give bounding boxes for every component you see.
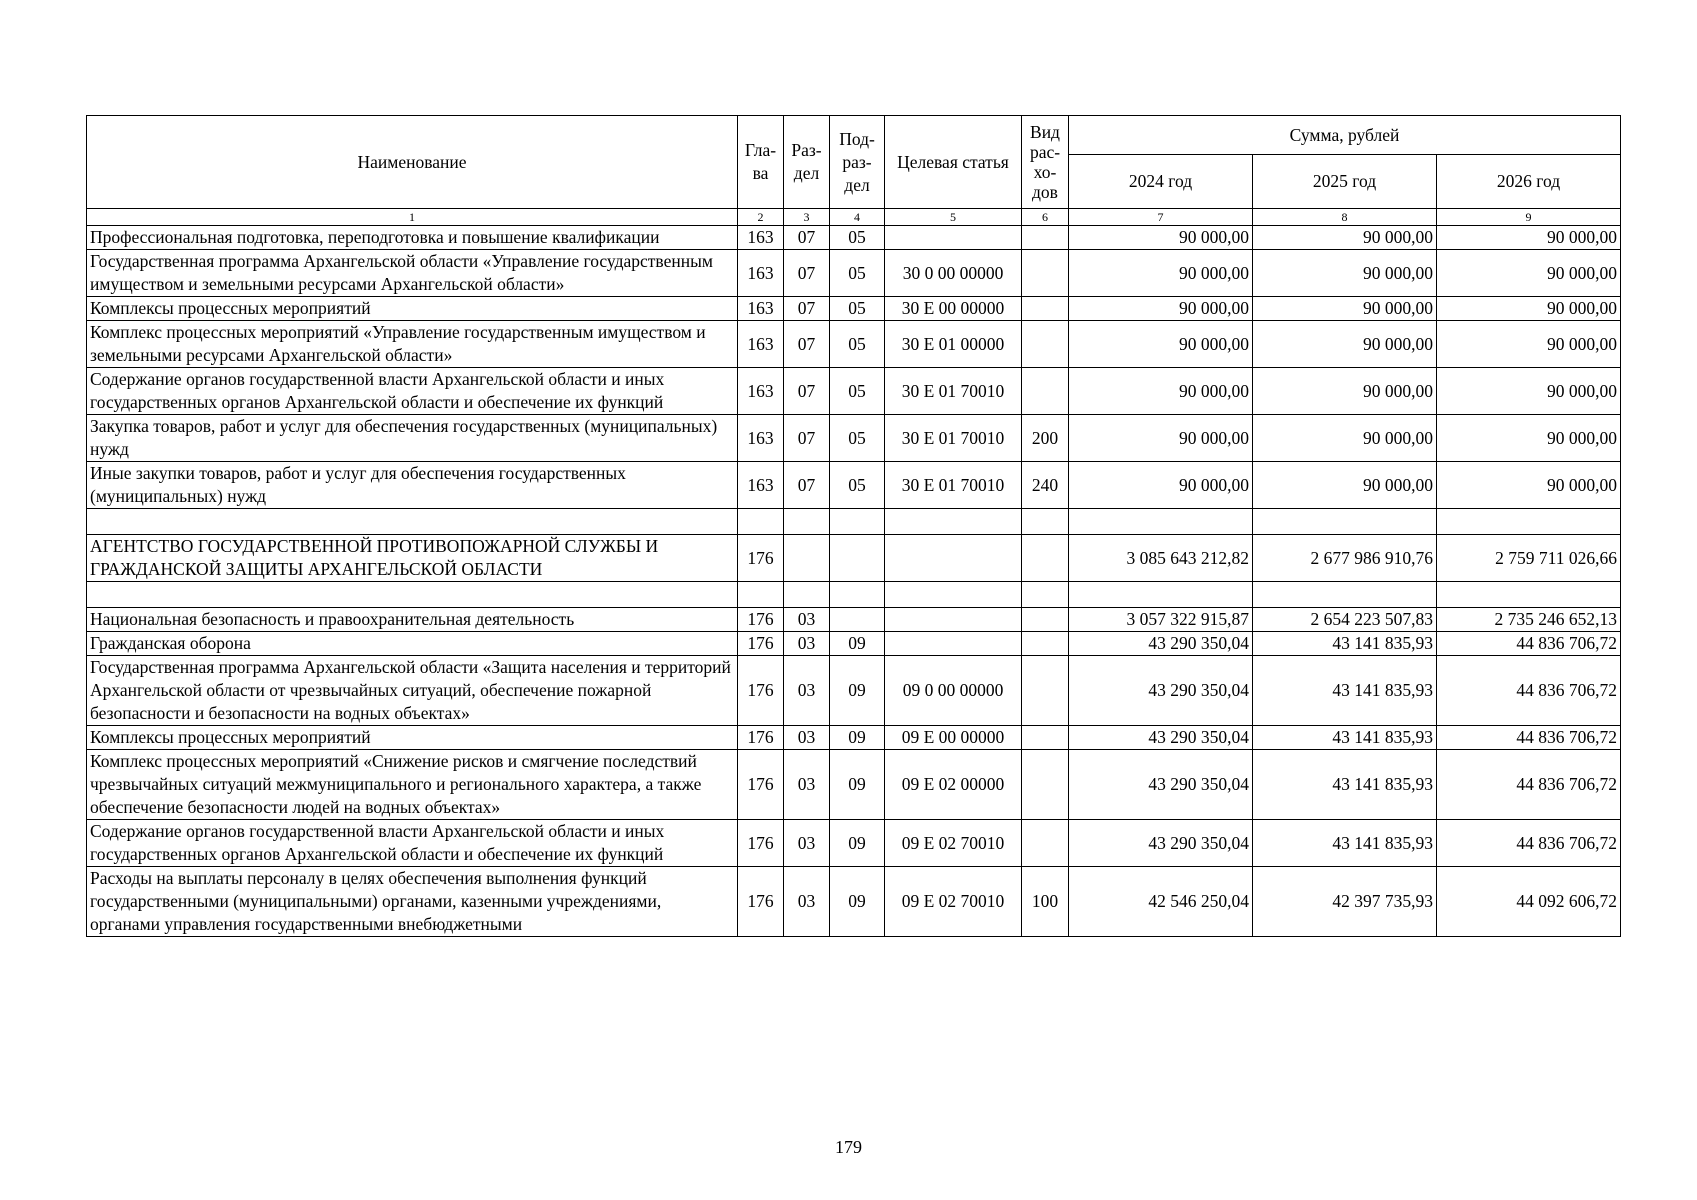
cell-podrazdel: 05 xyxy=(830,415,885,462)
cell-razdel: 07 xyxy=(784,250,830,297)
cell-name: Комплекс процессных мероприятий «Управление государственным имуществом и земельными ресурсами Архангельской области» xyxy=(87,321,738,368)
cell-podrazdel: 05 xyxy=(830,462,885,509)
cell-y2025: 90 000,00 xyxy=(1253,250,1437,297)
cell-cs: 30 Е 01 70010 xyxy=(885,415,1022,462)
table-row xyxy=(87,608,1621,632)
cell-y2026: 90 000,00 xyxy=(1437,321,1621,368)
cell-name: Содержание органов государственной власти Архангельской области и иных государственных органов Архангельской области и обеспечение их функций xyxy=(87,820,738,867)
cell-glava: 163 xyxy=(738,297,784,321)
cell-y2026 xyxy=(1437,509,1621,535)
cell-cs xyxy=(885,632,1022,656)
cell-cs: 09 Е 02 70010 xyxy=(885,820,1022,867)
cell-glava: 176 xyxy=(738,867,784,937)
cell-name: Комплексы процессных мероприятий xyxy=(87,297,738,321)
cell-y2026 xyxy=(1437,582,1621,608)
table-row xyxy=(87,250,1621,297)
cell-y2024: 3 085 643 212,82 xyxy=(1069,535,1253,582)
header-section: Раз-дел xyxy=(784,116,830,209)
cell-razdel xyxy=(784,509,830,535)
col-number: 7 xyxy=(1069,209,1253,226)
cell-name: Иные закупки товаров, работ и услуг для обеспечения государственных (муниципальных) нужд xyxy=(87,462,738,509)
col-number: 2 xyxy=(738,209,784,226)
cell-glava: 176 xyxy=(738,632,784,656)
cell-name: Закупка товаров, работ и услуг для обеспечения государственных (муниципальных) нужд xyxy=(87,415,738,462)
cell-vr: 240 xyxy=(1022,462,1069,509)
cell-vr xyxy=(1022,608,1069,632)
cell-y2025: 43 141 835,93 xyxy=(1253,726,1437,750)
table-row xyxy=(87,368,1621,415)
cell-razdel: 03 xyxy=(784,656,830,726)
cell-name: Государственная программа Архангельской области «Защита населения и территорий Архангельской области от чрезвычайных ситуаций, обеспечение пожарной безопасности и безопасности на водных объектах» xyxy=(87,656,738,726)
cell-y2026: 90 000,00 xyxy=(1437,297,1621,321)
table-row xyxy=(87,820,1621,867)
cell-y2025 xyxy=(1253,509,1437,535)
cell-vr xyxy=(1022,226,1069,250)
cell-podrazdel: 09 xyxy=(830,820,885,867)
cell-cs xyxy=(885,608,1022,632)
cell-y2026: 90 000,00 xyxy=(1437,368,1621,415)
cell-razdel: 07 xyxy=(784,321,830,368)
col-number: 1 xyxy=(87,209,738,226)
cell-y2024 xyxy=(1069,509,1253,535)
cell-vr xyxy=(1022,321,1069,368)
cell-glava: 176 xyxy=(738,535,784,582)
table-row xyxy=(87,415,1621,462)
cell-y2025: 90 000,00 xyxy=(1253,415,1437,462)
cell-name: Государственная программа Архангельской области «Управление государственным имуществом и земельными ресурсами Архангельской области» xyxy=(87,250,738,297)
cell-y2026: 90 000,00 xyxy=(1437,415,1621,462)
cell-vr xyxy=(1022,820,1069,867)
table-body xyxy=(87,226,1621,937)
cell-y2024: 90 000,00 xyxy=(1069,368,1253,415)
cell-podrazdel: 05 xyxy=(830,250,885,297)
cell-razdel: 03 xyxy=(784,820,830,867)
cell-y2025 xyxy=(1253,582,1437,608)
table-row xyxy=(87,726,1621,750)
cell-y2024: 90 000,00 xyxy=(1069,297,1253,321)
cell-y2024: 90 000,00 xyxy=(1069,415,1253,462)
cell-name: Гражданская оборона xyxy=(87,632,738,656)
table-row xyxy=(87,462,1621,509)
cell-podrazdel: 09 xyxy=(830,726,885,750)
cell-cs: 30 Е 00 00000 xyxy=(885,297,1022,321)
cell-cs xyxy=(885,226,1022,250)
cell-cs xyxy=(885,509,1022,535)
col-number: 4 xyxy=(830,209,885,226)
header-expense-type: Вид рас-хо-дов xyxy=(1022,116,1069,209)
cell-vr xyxy=(1022,656,1069,726)
cell-name: Комплекс процессных мероприятий «Снижение рисков и смягчение последствий чрезвычайных ситуаций межмуниципального и регионального характера, а также обеспечение безопасности людей на водных объектах» xyxy=(87,750,738,820)
cell-cs: 30 0 00 00000 xyxy=(885,250,1022,297)
cell-y2025: 43 141 835,93 xyxy=(1253,820,1437,867)
header-target-article: Целевая статья xyxy=(885,116,1022,209)
cell-name: Профессиональная подготовка, переподготовка и повышение квалификации xyxy=(87,226,738,250)
cell-y2025: 42 397 735,93 xyxy=(1253,867,1437,937)
col-number: 5 xyxy=(885,209,1022,226)
cell-cs: 09 Е 02 00000 xyxy=(885,750,1022,820)
cell-vr xyxy=(1022,582,1069,608)
cell-razdel: 03 xyxy=(784,750,830,820)
cell-name: Комплексы процессных мероприятий xyxy=(87,726,738,750)
col-number: 9 xyxy=(1437,209,1621,226)
cell-y2026: 44 836 706,72 xyxy=(1437,820,1621,867)
header-sum: Сумма, рублей xyxy=(1069,116,1621,155)
cell-y2026: 44 836 706,72 xyxy=(1437,726,1621,750)
cell-glava: 176 xyxy=(738,726,784,750)
cell-podrazdel xyxy=(830,535,885,582)
cell-razdel: 03 xyxy=(784,608,830,632)
cell-glava: 176 xyxy=(738,820,784,867)
cell-name: Национальная безопасность и правоохранительная деятельность xyxy=(87,608,738,632)
table-row xyxy=(87,226,1621,250)
cell-glava xyxy=(738,582,784,608)
col-number: 8 xyxy=(1253,209,1437,226)
cell-y2024: 90 000,00 xyxy=(1069,462,1253,509)
cell-y2026: 44 092 606,72 xyxy=(1437,867,1621,937)
cell-cs xyxy=(885,535,1022,582)
table-row xyxy=(87,297,1621,321)
cell-y2024 xyxy=(1069,582,1253,608)
table-row xyxy=(87,656,1621,726)
col-number: 6 xyxy=(1022,209,1069,226)
cell-cs: 30 Е 01 70010 xyxy=(885,462,1022,509)
table-row xyxy=(87,632,1621,656)
cell-vr xyxy=(1022,726,1069,750)
cell-y2024: 43 290 350,04 xyxy=(1069,820,1253,867)
header-chapter: Гла-ва xyxy=(738,116,784,209)
cell-name: АГЕНТСТВО ГОСУДАРСТВЕННОЙ ПРОТИВОПОЖАРНОЙ СЛУЖБЫ И ГРАЖДАНСКОЙ ЗАЩИТЫ АРХАНГЕЛЬСКОЙ ОБЛАСТИ xyxy=(87,535,738,582)
cell-glava: 176 xyxy=(738,608,784,632)
cell-cs: 30 Е 01 70010 xyxy=(885,368,1022,415)
cell-glava: 163 xyxy=(738,250,784,297)
cell-vr: 100 xyxy=(1022,867,1069,937)
cell-y2026: 2 735 246 652,13 xyxy=(1437,608,1621,632)
table-row xyxy=(87,321,1621,368)
cell-y2024: 42 546 250,04 xyxy=(1069,867,1253,937)
cell-name: Содержание органов государственной власти Архангельской области и иных государственных органов Архангельской области и обеспечение их функций xyxy=(87,368,738,415)
cell-y2025: 43 141 835,93 xyxy=(1253,750,1437,820)
cell-y2025: 90 000,00 xyxy=(1253,226,1437,250)
cell-vr xyxy=(1022,750,1069,820)
cell-y2024: 43 290 350,04 xyxy=(1069,726,1253,750)
cell-y2025: 90 000,00 xyxy=(1253,462,1437,509)
cell-podrazdel: 05 xyxy=(830,226,885,250)
cell-razdel: 03 xyxy=(784,726,830,750)
cell-vr xyxy=(1022,632,1069,656)
budget-table xyxy=(86,115,1621,937)
cell-y2024: 43 290 350,04 xyxy=(1069,656,1253,726)
cell-y2026: 44 836 706,72 xyxy=(1437,656,1621,726)
cell-cs: 09 Е 00 00000 xyxy=(885,726,1022,750)
cell-y2025: 43 141 835,93 xyxy=(1253,632,1437,656)
cell-podrazdel xyxy=(830,509,885,535)
cell-y2026: 90 000,00 xyxy=(1437,462,1621,509)
cell-razdel: 07 xyxy=(784,226,830,250)
cell-glava: 176 xyxy=(738,750,784,820)
header-year-2025: 2025 год xyxy=(1253,155,1437,209)
cell-razdel: 03 xyxy=(784,867,830,937)
cell-vr xyxy=(1022,535,1069,582)
cell-y2024: 3 057 322 915,87 xyxy=(1069,608,1253,632)
header-name: Наименование xyxy=(87,116,738,209)
cell-cs xyxy=(885,582,1022,608)
cell-vr xyxy=(1022,297,1069,321)
cell-y2025: 90 000,00 xyxy=(1253,321,1437,368)
cell-cs: 09 Е 02 70010 xyxy=(885,867,1022,937)
col-number: 3 xyxy=(784,209,830,226)
cell-razdel xyxy=(784,582,830,608)
cell-razdel: 07 xyxy=(784,297,830,321)
blank-row xyxy=(87,509,1621,535)
cell-y2026: 44 836 706,72 xyxy=(1437,750,1621,820)
table-row xyxy=(87,867,1621,937)
header-year-2026: 2026 год xyxy=(1437,155,1621,209)
cell-glava xyxy=(738,509,784,535)
cell-cs: 30 Е 01 00000 xyxy=(885,321,1022,368)
cell-y2026: 2 759 711 026,66 xyxy=(1437,535,1621,582)
cell-glava: 163 xyxy=(738,462,784,509)
header-subsection: Под-раз-дел xyxy=(830,116,885,209)
cell-cs: 09 0 00 00000 xyxy=(885,656,1022,726)
cell-name xyxy=(87,509,738,535)
cell-y2024: 90 000,00 xyxy=(1069,321,1253,368)
cell-glava: 163 xyxy=(738,321,784,368)
cell-y2026: 90 000,00 xyxy=(1437,250,1621,297)
cell-podrazdel xyxy=(830,582,885,608)
cell-y2025: 2 677 986 910,76 xyxy=(1253,535,1437,582)
cell-glava: 163 xyxy=(738,415,784,462)
cell-y2024: 43 290 350,04 xyxy=(1069,632,1253,656)
cell-podrazdel: 05 xyxy=(830,297,885,321)
cell-razdel xyxy=(784,535,830,582)
table-row xyxy=(87,750,1621,820)
cell-razdel: 07 xyxy=(784,368,830,415)
cell-y2026: 44 836 706,72 xyxy=(1437,632,1621,656)
cell-vr xyxy=(1022,509,1069,535)
page-number: 179 xyxy=(835,1137,862,1157)
cell-podrazdel xyxy=(830,608,885,632)
cell-vr: 200 xyxy=(1022,415,1069,462)
cell-glava: 163 xyxy=(738,368,784,415)
cell-name xyxy=(87,582,738,608)
table-row xyxy=(87,535,1621,582)
cell-podrazdel: 09 xyxy=(830,867,885,937)
cell-glava: 163 xyxy=(738,226,784,250)
cell-y2026: 90 000,00 xyxy=(1437,226,1621,250)
cell-podrazdel: 09 xyxy=(830,656,885,726)
cell-podrazdel: 09 xyxy=(830,632,885,656)
cell-y2025: 2 654 223 507,83 xyxy=(1253,608,1437,632)
cell-name: Расходы на выплаты персоналу в целях обеспечения выполнения функций государственными (муниципальными) органами, казенными учреждениями, органами управления государственными внебюджетными xyxy=(87,867,738,937)
cell-podrazdel: 05 xyxy=(830,321,885,368)
cell-vr xyxy=(1022,250,1069,297)
cell-y2024: 43 290 350,04 xyxy=(1069,750,1253,820)
blank-row xyxy=(87,582,1621,608)
cell-y2024: 90 000,00 xyxy=(1069,226,1253,250)
cell-vr xyxy=(1022,368,1069,415)
cell-podrazdel: 09 xyxy=(830,750,885,820)
header-year-2024: 2024 год xyxy=(1069,155,1253,209)
cell-y2025: 90 000,00 xyxy=(1253,368,1437,415)
cell-y2024: 90 000,00 xyxy=(1069,250,1253,297)
cell-podrazdel: 05 xyxy=(830,368,885,415)
cell-razdel: 07 xyxy=(784,462,830,509)
cell-razdel: 07 xyxy=(784,415,830,462)
cell-y2025: 43 141 835,93 xyxy=(1253,656,1437,726)
cell-y2025: 90 000,00 xyxy=(1253,297,1437,321)
cell-razdel: 03 xyxy=(784,632,830,656)
cell-glava: 176 xyxy=(738,656,784,726)
